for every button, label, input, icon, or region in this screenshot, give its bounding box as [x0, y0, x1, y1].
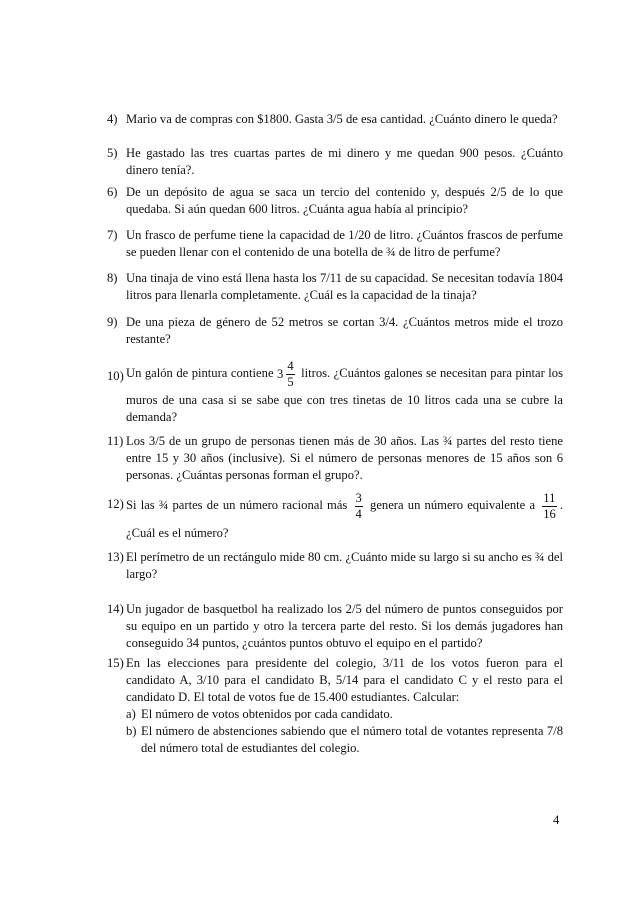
sub-item-letter: a)	[126, 707, 136, 721]
problem-number: 9)	[107, 315, 118, 329]
problem-text: .	[559, 498, 563, 512]
problem-text: Si las ¾ partes de un número racional más	[126, 498, 348, 512]
problem-number: 7)	[107, 228, 118, 242]
problem-text: De un depósito de agua se saca un tercio del contenido y, después 2/5 de lo que quedaba. Si aún quedan 600 litros. ¿Cuánta agua había al principio?	[126, 185, 563, 216]
problem-number: 10)	[107, 369, 124, 383]
problem-number: 4)	[107, 112, 118, 126]
problem-4	[107, 111, 563, 128]
problem-text: En las elecciones para presidente del colegio, 3/11 de los votos fueron para el candidato A, 3/10 para el candidato B, 5/14 para el candidato C y el resto para el candidato D. El total de votos fue de 15.400 estudiantes. Calcular:	[126, 656, 563, 704]
page-number: 4	[553, 813, 560, 827]
problem-first-line	[126, 486, 563, 524]
problem-13	[107, 549, 563, 583]
fraction-numerator: 3	[355, 490, 362, 505]
problem-number: 6)	[107, 185, 118, 199]
problem-text: He gastado las tres cuartas partes de mi dinero y me quedan 900 pesos. ¿Cuánto dinero tenía?.	[126, 146, 563, 177]
problem-12	[107, 486, 563, 542]
problem-number: 5)	[107, 146, 118, 160]
problem-text: muros de una casa si se sabe que con tres tinetas de 10 litros cada una se cubre la demanda?	[126, 393, 563, 424]
problem-6	[107, 184, 563, 218]
problem-11	[107, 433, 563, 484]
fraction-denominator: 4	[355, 506, 362, 521]
problem-text: Una tinaja de vino está llena hasta los 7/11 de su capacidad. Se necesitan todavía 1804 litros para llenarla completamente. ¿Cuál es la capacidad de la tinaja?	[126, 271, 563, 302]
problem-15	[107, 655, 563, 757]
problem-text: Mario va de compras con $1800. Gasta 3/5 de esa cantidad. ¿Cuánto dinero le queda?	[126, 112, 558, 126]
fraction	[542, 491, 557, 522]
problem-14	[107, 601, 563, 652]
problem-text: Los 3/5 de un grupo de personas tienen más de 30 años. Las ¾ partes del resto tiene entre 15 y 30 años (inclusive). Si el número de personas menores de 15 años son 6 personas. ¿Cuántas personas forman el grupo?.	[126, 434, 563, 482]
problem-text: De una pieza de género de 52 metros se cortan 3/4. ¿Cuántos metros mide el trozo restante?	[126, 315, 563, 346]
problem-text: genera un número equivalente a	[370, 498, 536, 512]
problem-10	[107, 356, 563, 426]
problem-number: 13)	[107, 550, 124, 564]
problem-number: 12)	[107, 497, 124, 511]
fraction-denominator: 16	[543, 506, 556, 521]
problem-text: Un galón de pintura contiene	[126, 366, 274, 380]
problem-text: El perímetro de un rectángulo mide 80 cm. ¿Cuánto mide su largo si su ancho es ¾ del largo?	[126, 550, 563, 581]
fraction-numerator: 4	[287, 358, 294, 373]
sub-item-a	[126, 706, 563, 723]
problem-number: 14)	[107, 602, 124, 616]
fraction-denominator: 5	[287, 374, 294, 389]
problem-body	[126, 655, 563, 757]
fraction	[286, 359, 294, 390]
problem-number: 11)	[107, 434, 124, 448]
problem-5	[107, 145, 563, 179]
problem-text: ¿Cuál es el número?	[126, 526, 229, 540]
sub-item-b	[126, 723, 563, 757]
problem-first-line	[126, 356, 563, 390]
problem-7	[107, 227, 563, 261]
fraction-numerator: 11	[543, 490, 556, 505]
sub-item-text: El número de abstenciones sabiendo que el número total de votantes representa 7/8 del número total de estudiantes del colegio.	[141, 724, 563, 755]
problem-8	[107, 270, 563, 304]
mixed-number-whole: 3	[277, 367, 284, 382]
sub-item-letter: b)	[126, 724, 137, 738]
problem-text: litros. ¿Cuántos galones se necesitan para pintar los	[301, 366, 564, 380]
problem-number: 8)	[107, 271, 118, 285]
problem-text: Un jugador de basquetbol ha realizado los 2/5 del número de puntos conseguidos por su equipo en un partido y otro la tercera parte del resto. Si los demás jugadores han conseguido 34 puntos, ¿cuántos puntos obtuvo el equipo en el partido?	[126, 602, 563, 650]
problem-number: 15)	[107, 656, 124, 670]
problem-9	[107, 314, 563, 348]
sub-item-text: El número de votos obtenidos por cada candidato.	[141, 707, 393, 721]
problem-text: Un frasco de perfume tiene la capacidad de 1/20 de litro. ¿Cuántos frascos de perfume se pueden llenar con el contenido de una botella de ¾ de litro de perfume?	[126, 228, 563, 259]
fraction	[355, 491, 363, 522]
